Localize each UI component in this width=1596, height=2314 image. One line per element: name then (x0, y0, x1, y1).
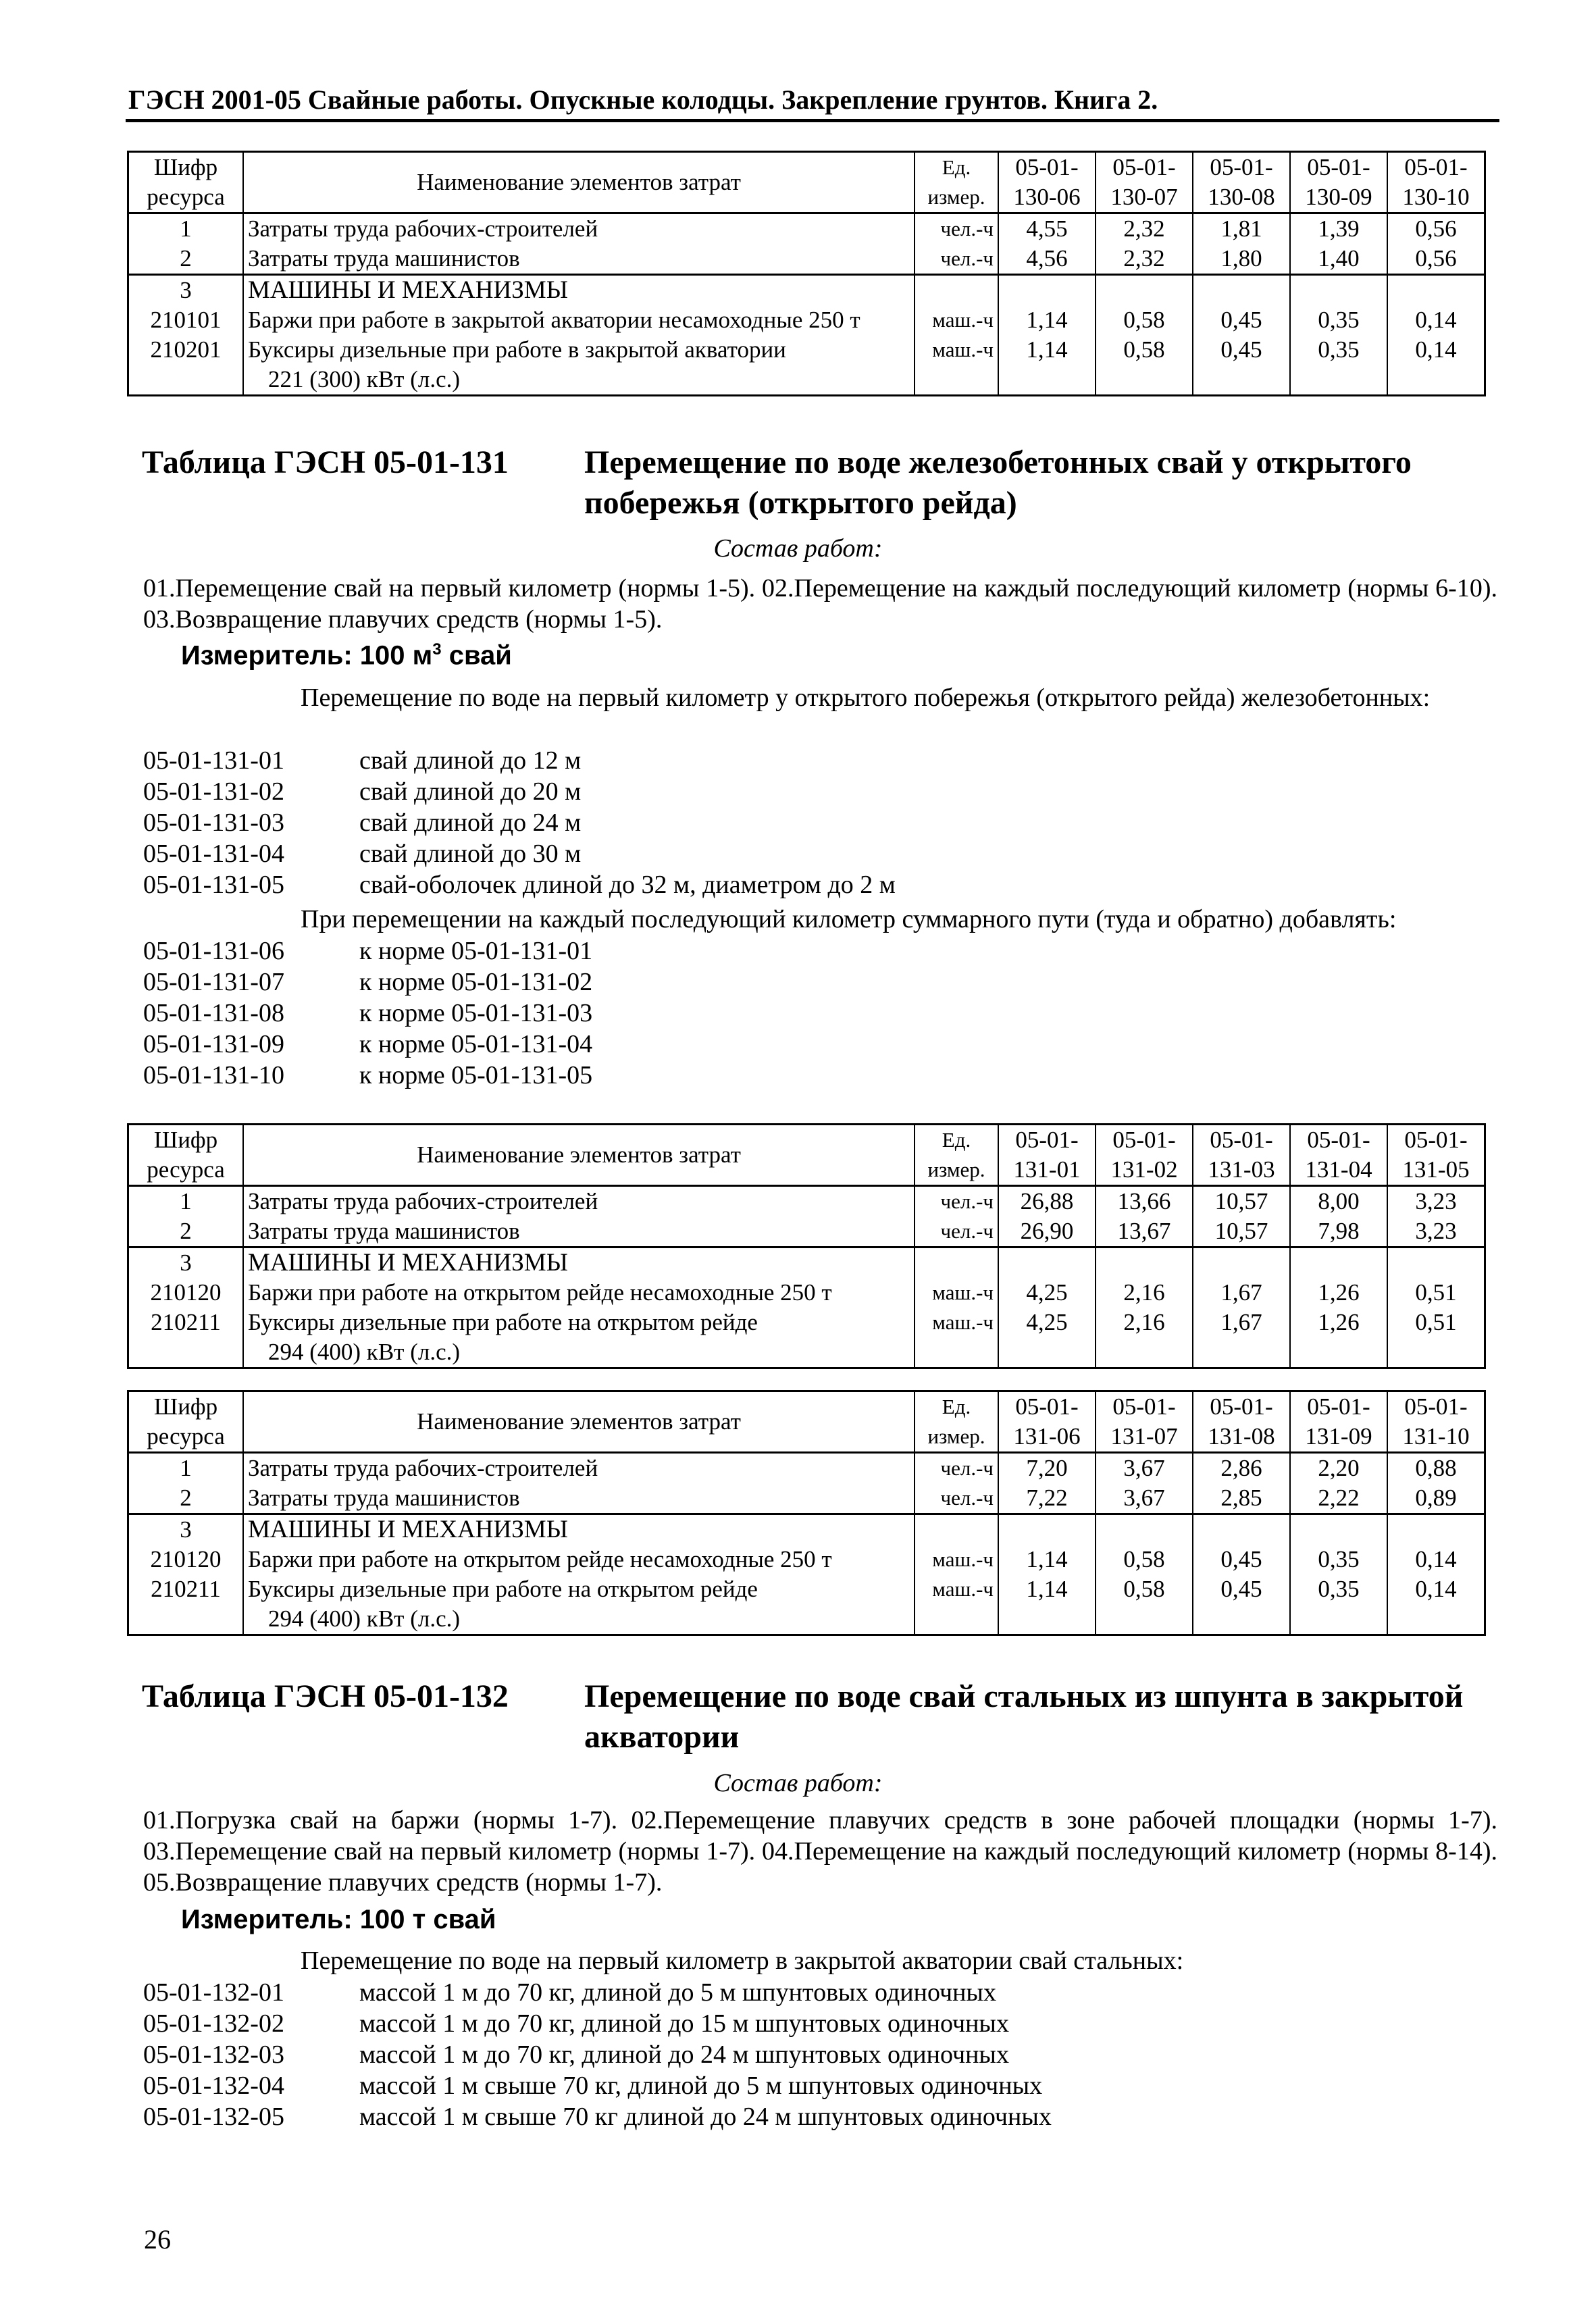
row-value: 1,26 (1290, 1278, 1387, 1308)
norm-desc: массой 1 м до 70 кг, длиной до 24 м шпунтовых одиночных (359, 2040, 1009, 2069)
header-code: Шифр ресурса (128, 1125, 244, 1186)
row-unit: чел.-ч (915, 1186, 998, 1217)
row-value: 1,40 (1290, 244, 1387, 275)
row-name: Баржи при работе в закрытой акватории несамоходные 250 т (243, 305, 915, 335)
row-name: Затраты труда рабочих-строителей (243, 1453, 915, 1484)
row-value: 0,51 (1387, 1278, 1485, 1308)
header-name: Наименование элементов затрат (243, 1125, 915, 1186)
table-row (128, 275, 1485, 306)
table-row (128, 213, 1485, 245)
list-item (143, 1029, 592, 1060)
meter-superscript: 3 (432, 640, 442, 659)
row-code: 2 (128, 244, 244, 275)
row-value: 2,16 (1096, 1308, 1193, 1368)
section-heading: МАШИНЫ И МЕХАНИЗМЫ (243, 275, 915, 306)
page-header: ГЭСН 2001-05 Свайные работы. Опускные колодцы. Закрепление грунтов. Книга 2. (128, 84, 1158, 115)
row-name (243, 335, 915, 396)
header-unit: Ед. измер. (915, 1125, 998, 1186)
table-row (128, 1545, 1485, 1574)
resource-table-130 (127, 151, 1486, 396)
row-value: 2,32 (1096, 244, 1193, 275)
row-value: 1,14 (998, 1545, 1096, 1574)
table-row (128, 244, 1485, 275)
row-value: 0,58 (1096, 1545, 1193, 1574)
header-col: 05-01- 131-01 (998, 1125, 1096, 1186)
row-name: Затраты труда рабочих-строителей (243, 1186, 915, 1217)
row-name: Затраты труда машинистов (243, 244, 915, 275)
norm-code: 05-01-131-07 (143, 968, 284, 996)
header-name: Наименование элементов затрат (243, 1391, 915, 1453)
row-code: 2 (128, 1483, 244, 1514)
header-col: 05-01- 131-10 (1387, 1391, 1485, 1453)
header-code: Шифр ресурса (128, 152, 244, 213)
row-value: 7,22 (998, 1483, 1096, 1514)
row-value: 7,20 (998, 1453, 1096, 1484)
row-value: 1,80 (1193, 244, 1290, 275)
row-name: Затраты труда рабочих-строителей (243, 213, 915, 245)
header-unit: Ед. измер. (915, 1391, 998, 1453)
row-value: 0,89 (1387, 1483, 1485, 1514)
row-code: 210201 (128, 335, 244, 396)
row-name: Баржи при работе на открытом рейде несамоходные 250 т (243, 1278, 915, 1308)
header-col: 05-01- 130-10 (1387, 152, 1485, 213)
row-value: 4,25 (998, 1278, 1096, 1308)
row-value: 13,66 (1096, 1186, 1193, 1217)
norm-desc: свай длиной до 12 м (359, 746, 582, 775)
row-value: 2,22 (1290, 1483, 1387, 1514)
row-code: 210101 (128, 305, 244, 335)
header-col: 05-01- 131-09 (1290, 1391, 1387, 1453)
row-name-line2: 294 (400) кВт (л.с.) (268, 1339, 461, 1365)
row-value: 0,45 (1193, 1574, 1290, 1635)
row-unit: маш.-ч (915, 305, 998, 335)
norm-desc: свай длиной до 24 м (359, 808, 582, 837)
row-value: 0,35 (1290, 305, 1387, 335)
row-value: 4,56 (998, 244, 1096, 275)
row-value: 3,67 (1096, 1483, 1193, 1514)
row-code: 1 (128, 213, 244, 245)
norm-code: 05-01-132-02 (143, 2009, 284, 2038)
list-item (143, 1977, 1052, 2008)
header-code: Шифр ресурса (128, 1391, 244, 1453)
norm-code: 05-01-132-03 (143, 2040, 284, 2069)
norm-code: 05-01-132-04 (143, 2072, 284, 2100)
list-item (143, 935, 592, 967)
row-code: 210120 (128, 1278, 244, 1308)
table-row (128, 1514, 1485, 1545)
row-value: 0,88 (1387, 1453, 1485, 1484)
row-value: 1,14 (998, 335, 1096, 396)
header-col: 05-01- 130-09 (1290, 152, 1387, 213)
table-row (128, 335, 1485, 396)
composition-label: Состав работ: (713, 534, 883, 563)
row-value: 1,14 (998, 305, 1096, 335)
list-item (143, 2039, 1052, 2070)
row-value: 10,57 (1193, 1216, 1290, 1248)
table-row (128, 305, 1485, 335)
list-item (143, 967, 592, 998)
table-number: Таблица ГЭСН 05-01-132 (142, 1678, 509, 1714)
table-row (128, 1186, 1485, 1217)
row-value: 1,39 (1290, 213, 1387, 245)
list-item (143, 776, 896, 807)
norm-desc: к норме 05-01-131-05 (359, 1061, 593, 1089)
norm-code: 05-01-131-05 (143, 871, 284, 899)
table-header-row (128, 152, 1485, 213)
row-value: 3,67 (1096, 1453, 1193, 1484)
norm-desc: к норме 05-01-131-04 (359, 1030, 593, 1058)
row-name (243, 1308, 915, 1368)
list-item (143, 745, 896, 776)
norm-code: 05-01-131-01 (143, 746, 284, 775)
composition-label: Состав работ: (713, 1769, 883, 1797)
list-item (143, 998, 592, 1029)
row-code: 210211 (128, 1308, 244, 1368)
row-value: 26,90 (998, 1216, 1096, 1248)
row-name-line2: 221 (300) кВт (л.с.) (268, 366, 461, 392)
row-name-line2: 294 (400) кВт (л.с.) (268, 1605, 461, 1632)
row-value: 13,67 (1096, 1216, 1193, 1248)
row-value: 1,67 (1193, 1308, 1290, 1368)
row-unit: маш.-ч (915, 1574, 998, 1635)
row-unit: маш.-ч (915, 335, 998, 396)
row-name: Затраты труда машинистов (243, 1216, 915, 1248)
table-title: Перемещение по воде свай стальных из шпунта в закрытой акватории (584, 1678, 1464, 1755)
row-name-line1: Буксиры дизельные при работе на открытом рейде (248, 1576, 758, 1602)
row-code: 3 (128, 1514, 244, 1545)
table-row (128, 1574, 1485, 1635)
norm-desc: массой 1 м до 70 кг, длиной до 5 м шпунтовых одиночных (359, 1978, 996, 2007)
resource-table-131-b (127, 1390, 1486, 1636)
meter-label (181, 640, 512, 671)
row-unit: маш.-ч (915, 1278, 998, 1308)
header-col: 05-01- 131-06 (998, 1391, 1096, 1453)
row-value: 3,23 (1387, 1216, 1485, 1248)
row-value: 0,58 (1096, 1574, 1193, 1635)
row-code: 1 (128, 1453, 244, 1484)
norm-code: 05-01-131-02 (143, 777, 284, 806)
row-value: 2,20 (1290, 1453, 1387, 1484)
page-number: 26 (144, 2224, 171, 2255)
section-heading: МАШИНЫ И МЕХАНИЗМЫ (243, 1248, 915, 1279)
table-title: Перемещение по воде железобетонных свай у открытого побережья (открытого рейда) (584, 444, 1412, 521)
row-value: 26,88 (998, 1186, 1096, 1217)
header-col: 05-01- 130-07 (1096, 152, 1193, 213)
norm-desc: массой 1 м до 70 кг, длиной до 15 м шпунтовых одиночных (359, 2009, 1009, 2038)
norm-code: 05-01-132-01 (143, 1978, 284, 2007)
intro-text: Перемещение по воде на первый километр у открытого побережья (открытого рейда) железобетонных: (301, 684, 1431, 712)
row-value: 0,58 (1096, 335, 1193, 396)
row-value: 0,56 (1387, 213, 1485, 245)
norm-code: 05-01-131-09 (143, 1030, 284, 1058)
row-code: 2 (128, 1216, 244, 1248)
norm-desc: свай-оболочек длиной до 32 м, диаметром до 2 м (359, 871, 896, 899)
list-item (143, 2101, 1052, 2132)
table-row (128, 1308, 1485, 1368)
header-col: 05-01- 130-06 (998, 152, 1096, 213)
row-unit: чел.-ч (915, 1453, 998, 1484)
row-value: 0,35 (1290, 1574, 1387, 1635)
row-name-line1: Буксиры дизельные при работе в закрытой акватории (248, 336, 786, 363)
row-value: 2,85 (1193, 1483, 1290, 1514)
row-value: 3,23 (1387, 1186, 1485, 1217)
row-value: 8,00 (1290, 1186, 1387, 1217)
norm-code: 05-01-131-03 (143, 808, 284, 837)
header-rule (126, 119, 1499, 122)
norm-list (143, 1977, 1052, 2132)
row-value: 10,57 (1193, 1186, 1290, 1217)
row-value: 0,45 (1193, 335, 1290, 396)
table-row (128, 1453, 1485, 1484)
resource-table-131-a (127, 1123, 1486, 1369)
table-row (128, 1483, 1485, 1514)
norm-desc: свай длиной до 30 м (359, 840, 582, 868)
row-unit: маш.-ч (915, 1545, 998, 1574)
row-unit: чел.-ч (915, 244, 998, 275)
row-value: 0,14 (1387, 335, 1485, 396)
norm-desc: к норме 05-01-131-01 (359, 937, 593, 965)
norm-desc: свай длиной до 20 м (359, 777, 582, 806)
meter-suffix: свай (441, 640, 512, 671)
norm-code: 05-01-131-04 (143, 840, 284, 868)
row-code: 210120 (128, 1545, 244, 1574)
row-name (243, 1574, 915, 1635)
meter-label: Измеритель: 100 т свай (181, 1905, 496, 1934)
header-col: 05-01- 131-07 (1096, 1391, 1193, 1453)
row-code: 1 (128, 1186, 244, 1217)
table-header-row (128, 1391, 1485, 1453)
row-value: 0,14 (1387, 305, 1485, 335)
norm-desc: к норме 05-01-131-03 (359, 999, 593, 1027)
table-row (128, 1248, 1485, 1279)
norm-desc: массой 1 м свыше 70 кг, длиной до 5 м шпунтовых одиночных (359, 2072, 1043, 2100)
row-code: 3 (128, 275, 244, 306)
row-value: 2,86 (1193, 1453, 1290, 1484)
section-heading: МАШИНЫ И МЕХАНИЗМЫ (243, 1514, 915, 1545)
row-value: 4,25 (998, 1308, 1096, 1368)
list-item (143, 869, 896, 900)
row-code: 3 (128, 1248, 244, 1279)
row-unit: маш.-ч (915, 1308, 998, 1368)
header-col: 05-01- 131-08 (1193, 1391, 1290, 1453)
row-value: 0,14 (1387, 1574, 1485, 1635)
row-name: Затраты труда машинистов (243, 1483, 915, 1514)
list-item (143, 2070, 1052, 2101)
row-code: 210211 (128, 1574, 244, 1635)
table-row (128, 1216, 1485, 1248)
header-col: 05-01- 131-02 (1096, 1125, 1193, 1186)
row-name: Баржи при работе на открытом рейде несамоходные 250 т (243, 1545, 915, 1574)
intro-text: Перемещение по воде на первый километр в закрытой акватории свай стальных: (301, 1947, 1184, 1975)
row-value: 0,14 (1387, 1545, 1485, 1574)
row-value: 1,26 (1290, 1308, 1387, 1368)
header-col: 05-01- 131-04 (1290, 1125, 1387, 1186)
norm-list-2 (143, 935, 592, 1091)
norm-code: 05-01-132-05 (143, 2103, 284, 2131)
composition-text: 01.Перемещение свай на первый километр (нормы 1-5). 02.Перемещение на каждый последующий километр (нормы 6-10). 03.Возвращение плавучих средств (нормы 1-5). (143, 574, 1497, 634)
table-header-row (128, 1125, 1485, 1186)
row-value: 0,45 (1193, 1545, 1290, 1574)
row-value: 0,35 (1290, 1545, 1387, 1574)
list-item (143, 2008, 1052, 2039)
norm-code: 05-01-131-08 (143, 999, 284, 1027)
norm-list (143, 745, 896, 900)
row-unit: чел.-ч (915, 1483, 998, 1514)
row-value: 0,45 (1193, 305, 1290, 335)
row-value: 2,32 (1096, 213, 1193, 245)
list-item (143, 1060, 592, 1091)
row-value: 7,98 (1290, 1216, 1387, 1248)
list-item (143, 838, 896, 869)
row-value: 1,81 (1193, 213, 1290, 245)
intro-text-2: При перемещении на каждый последующий километр суммарного пути (туда и обратно) добавлять: (301, 905, 1397, 933)
row-unit: чел.-ч (915, 1216, 998, 1248)
row-value: 2,16 (1096, 1278, 1193, 1308)
row-value: 0,35 (1290, 335, 1387, 396)
norm-code: 05-01-131-06 (143, 937, 284, 965)
header-unit: Ед. измер. (915, 152, 998, 213)
row-value: 4,55 (998, 213, 1096, 245)
list-item (143, 807, 896, 838)
table-row (128, 1278, 1485, 1308)
meter-text: Измеритель: 100 м (181, 640, 433, 671)
header-name: Наименование элементов затрат (243, 152, 915, 213)
row-value: 0,56 (1387, 244, 1485, 275)
row-value: 0,58 (1096, 305, 1193, 335)
norm-desc: массой 1 м свыше 70 кг длиной до 24 м шпунтовых одиночных (359, 2103, 1052, 2131)
composition-text: 01.Погрузка свай на баржи (нормы 1-7). 02.Перемещение плавучих средств в зоне рабочей площадки (нормы 1-7). 03.Перемещение свай на первый километр (нормы 1-7). 04.Перемещение на каждый последующий километр (нормы 8-14). 05.Возвращение плавучих средств (нормы 1-7). (143, 1806, 1497, 1897)
row-value: 1,14 (998, 1574, 1096, 1635)
row-value: 0,51 (1387, 1308, 1485, 1368)
header-col: 05-01- 130-08 (1193, 152, 1290, 213)
table-number: Таблица ГЭСН 05-01-131 (142, 444, 509, 480)
header-col: 05-01- 131-03 (1193, 1125, 1290, 1186)
norm-code: 05-01-131-10 (143, 1061, 284, 1089)
row-unit: чел.-ч (915, 213, 998, 245)
norm-desc: к норме 05-01-131-02 (359, 968, 593, 996)
row-name-line1: Буксиры дизельные при работе на открытом рейде (248, 1309, 758, 1335)
row-value: 1,67 (1193, 1278, 1290, 1308)
header-col: 05-01- 131-05 (1387, 1125, 1485, 1186)
